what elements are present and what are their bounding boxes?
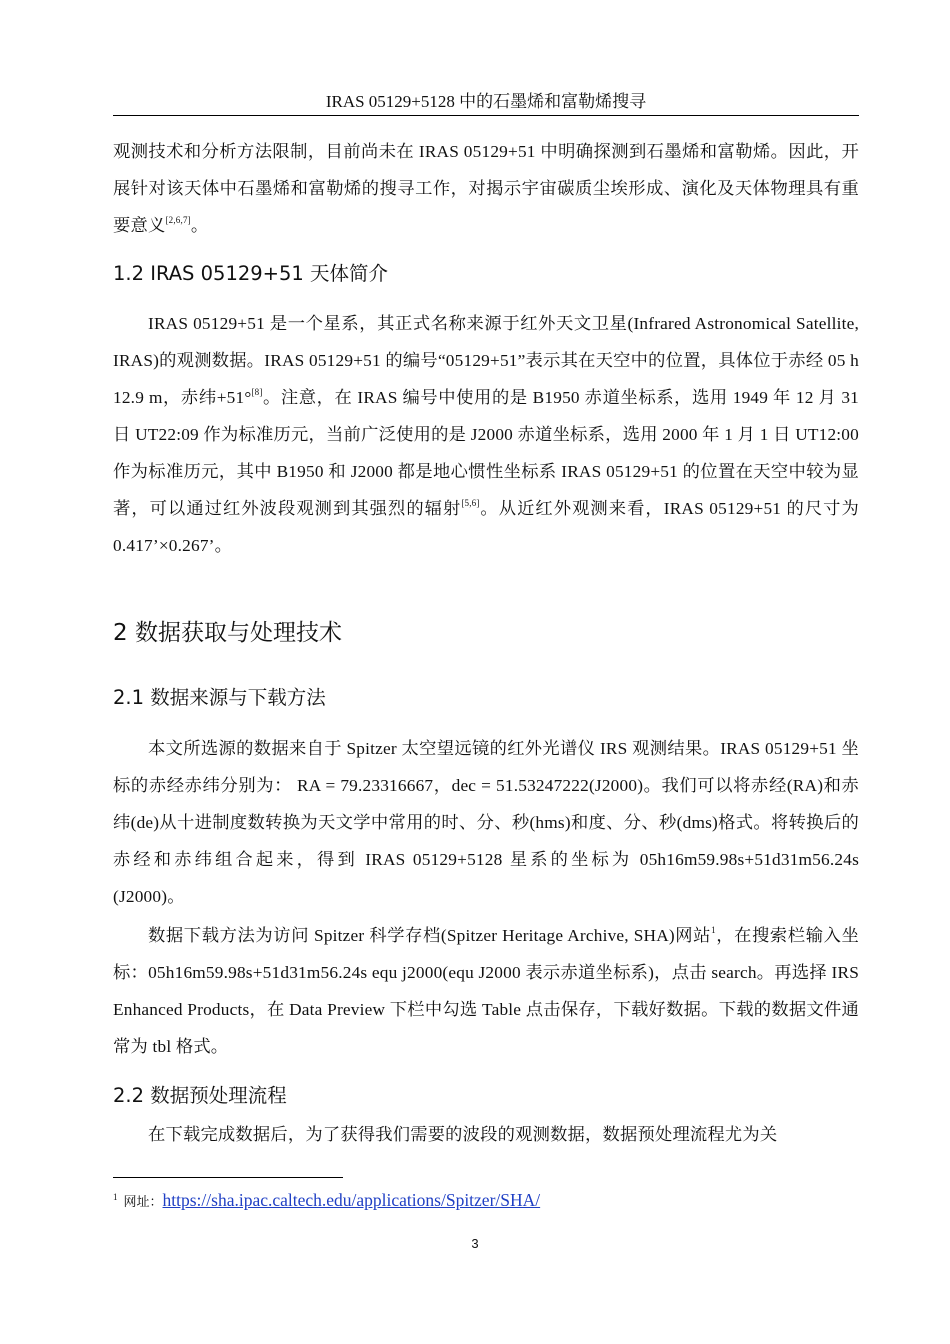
citation: [8] [251, 387, 263, 397]
paragraph-2-2 [113, 1116, 859, 1153]
paragraph-intro-continued [113, 133, 859, 244]
citation: [5,6] [461, 498, 480, 508]
section-heading-2-1: 2.1 数据来源与下载方法 [113, 686, 326, 709]
section-heading-2-2: 2.2 数据预处理流程 [113, 1084, 287, 1107]
citation: [2,6,7] [165, 215, 191, 225]
footnote-label: 网址： [123, 1194, 163, 1209]
footnote-mark: 1 [113, 1192, 118, 1202]
paragraph-text: 数据下载方法为访问 Spitzer 科学存档(Spitzer Heritage Archive, SHA)网站 [148, 926, 712, 945]
paragraph-text: 。注意，在 IRAS 编号中使用的是 B1950 赤道坐标系，选用 1949 年 12 月 31 日 UT22:09 作为标准历元，当前广泛使用的是 J2000 赤道坐标系，选用 2000 年 1 月 1 日 UT12:00 作为标准历元，其中 B1950 和 J2000 都是地心惯性坐标系 IRAS 05129+51 的位置在天空中较为显著，可以通过红外波段观测到其强烈的辐射 [113, 388, 859, 518]
paragraph-text: ，在搜索栏输入坐标：05h16m59.98s+51d31m56.24s equ j2000(equ J2000 表示赤道坐标系)，点击 search。再选择 IRS Enhanced Products，在 Data Preview 下栏中勾选 Table 点击保存，下载好数据。下载的数据文件通常为 tbl 格式。 [113, 926, 859, 1056]
paragraph-1-2 [113, 305, 859, 564]
paragraph-text: IRAS 05129+51 是一个星系，其正式名称来源于红外天文卫星(Infrared Astronomical Satellite, IRAS)的观测数据。IRAS 05129+51 的编号“05129+51”表示其在天空中的位置，具体位于赤经 05 h 12.9 m，赤纬+51° [113, 314, 859, 407]
footnote-link[interactable]: https://sha.ipac.caltech.edu/applications/Spitzer/SHA/ [162, 1190, 541, 1210]
paragraph-text: 观测技术和分析方法限制，目前尚未在 IRAS 05129+51 中明确探测到石墨烯和富勒烯。因此，开展针对该天体中石墨烯和富勒烯的搜寻工作，对揭示宇宙碳质尘埃形成、演化及天体物理具有重要意义 [113, 142, 859, 235]
paragraph-text: 。从近红外观测来看，IRAS 05129+51 的尺寸为 0.417’×0.267’。 [113, 499, 859, 555]
paragraph-text: 在下载完成数据后，为了获得我们需要的波段的观测数据，数据预处理流程尤为关 [148, 1125, 778, 1144]
footnote-reference[interactable]: 1 [711, 925, 716, 935]
paragraph-2-1-b [113, 917, 859, 1065]
running-header: IRAS 05129+5128 中的石墨烯和富勒烯搜寻 [113, 92, 859, 116]
paragraph-2-1-a [113, 730, 859, 915]
page-number: 3 [471, 1236, 479, 1251]
footnote-divider [113, 1177, 343, 1178]
footnote [113, 1186, 540, 1213]
paragraph-end: 。 [190, 216, 209, 235]
section-heading-1-2: 1.2 IRAS 05129+51 天体简介 [113, 262, 389, 285]
section-heading-2: 2 数据获取与处理技术 [113, 620, 342, 646]
paragraph-text: 本文所选源的数据来自于 Spitzer 太空望远镜的红外光谱仪 IRS 观测结果。IRAS 05129+51 坐标的赤经赤纬分别为： RA = 79.23316667，dec = 51.53247222(J2000)。我们可以将赤经(RA)和赤纬(de)从十进制度数转换为天文学中常用的时、分、秒(hms)和度、分、秒(dms)格式。将转换后的赤经和赤纬组合起来，得到 IRAS 05129+5128 星系的坐标为 05h16m59.98s+51d31m56.24s (J2000)。 [113, 739, 859, 906]
